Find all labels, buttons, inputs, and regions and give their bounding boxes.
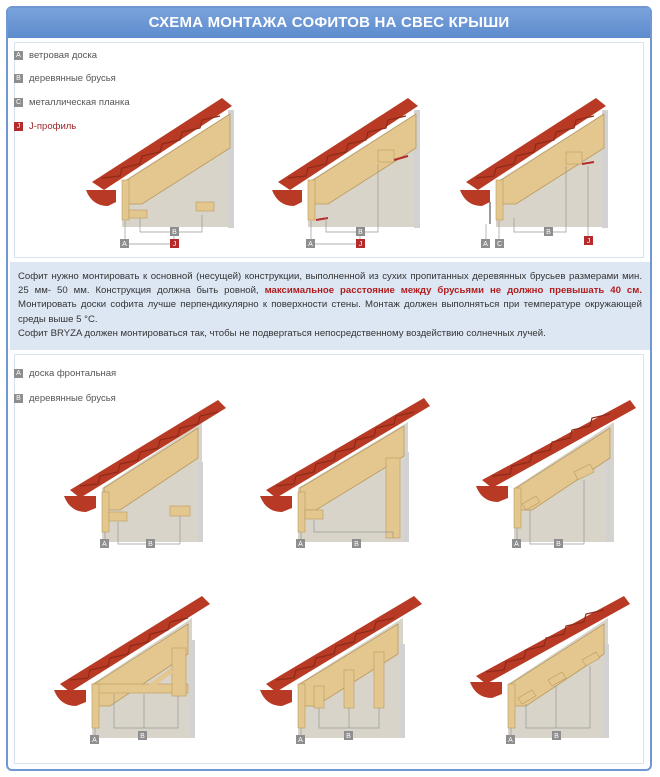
diagram-bottom-5: [258, 588, 430, 748]
diagram-bottom-6: [468, 588, 638, 748]
label-letter: B: [346, 733, 351, 740]
label-letter: A: [514, 541, 519, 548]
diagram-bottom-3: [474, 392, 644, 552]
legend-badge: J: [14, 122, 23, 131]
label-letter: A: [483, 241, 488, 248]
legend-badge: B: [14, 74, 23, 83]
info-highlight: максимальное расстояние между брусьями не должно превышать 40 см.: [264, 285, 642, 297]
legend-label: деревянные брусья: [29, 393, 116, 404]
legend-label: доска фронтальная: [29, 368, 117, 379]
legend-label: металлическая планка: [29, 97, 130, 108]
info-text: [10, 262, 650, 350]
label-letter: B: [358, 229, 363, 236]
diagram-bottom-4: [52, 588, 222, 748]
label-letter: B: [148, 541, 153, 548]
page-title: СХЕМА МОНТАЖА СОФИТОВ НА СВЕС КРЫШИ: [8, 8, 650, 38]
label-letter: A: [308, 241, 313, 248]
label-letter: B: [554, 733, 559, 740]
legend-badge: C: [15, 99, 22, 106]
label-letter: A: [508, 737, 513, 744]
label-letter: A: [102, 541, 107, 548]
legend-label: ветровая доска: [29, 50, 98, 61]
info-part1: Софит нужно монтировать к основной (несущей) конструкции, выполненной из сухих пропитанных деревянных брусьев размерами мин. 25 мм- 50 мм. Конструкция должна быть ровной,: [18, 271, 642, 297]
label-letter: B: [546, 229, 551, 236]
diagram-top-3: [456, 72, 626, 250]
diagram-top-1: [82, 72, 252, 250]
label-letter: B: [172, 229, 177, 236]
info-part2: Монтировать доски софита лучше перпендикулярно к поверхности стены. Монтаж должен выполняться при температуре окружающей среды выше 5 °C.: [18, 299, 642, 325]
legend-item-j: [14, 121, 76, 132]
diagram-bottom-2: [258, 392, 433, 552]
label-letter: B: [140, 733, 145, 740]
label-letter: J: [358, 241, 363, 248]
diagram-top-2: [268, 72, 438, 250]
label-letter: J: [172, 241, 177, 248]
legend-badge: A: [14, 369, 23, 378]
label-letter: A: [298, 541, 303, 548]
label-letter: A: [92, 737, 97, 744]
legend-label: J-профиль: [29, 121, 77, 132]
label-letter: B: [556, 541, 561, 548]
legend-badge: A: [14, 51, 23, 60]
label-letter: A: [122, 241, 127, 248]
label-letter: J: [586, 238, 591, 245]
legend-badge: B: [14, 394, 23, 403]
label-letter: A: [298, 737, 303, 744]
diagram-bottom-1: [62, 392, 232, 552]
legend-label: деревянные брусья: [29, 73, 116, 84]
info-line2: Софит BRYZA должен монтироваться так, чтобы не подвергаться непосредственному воздействию солнечных лучей.: [18, 327, 546, 339]
legend-item-a: [14, 368, 116, 379]
legend-item-a: [14, 50, 97, 61]
label-letter: B: [354, 541, 359, 548]
label-letter: C: [496, 241, 503, 248]
